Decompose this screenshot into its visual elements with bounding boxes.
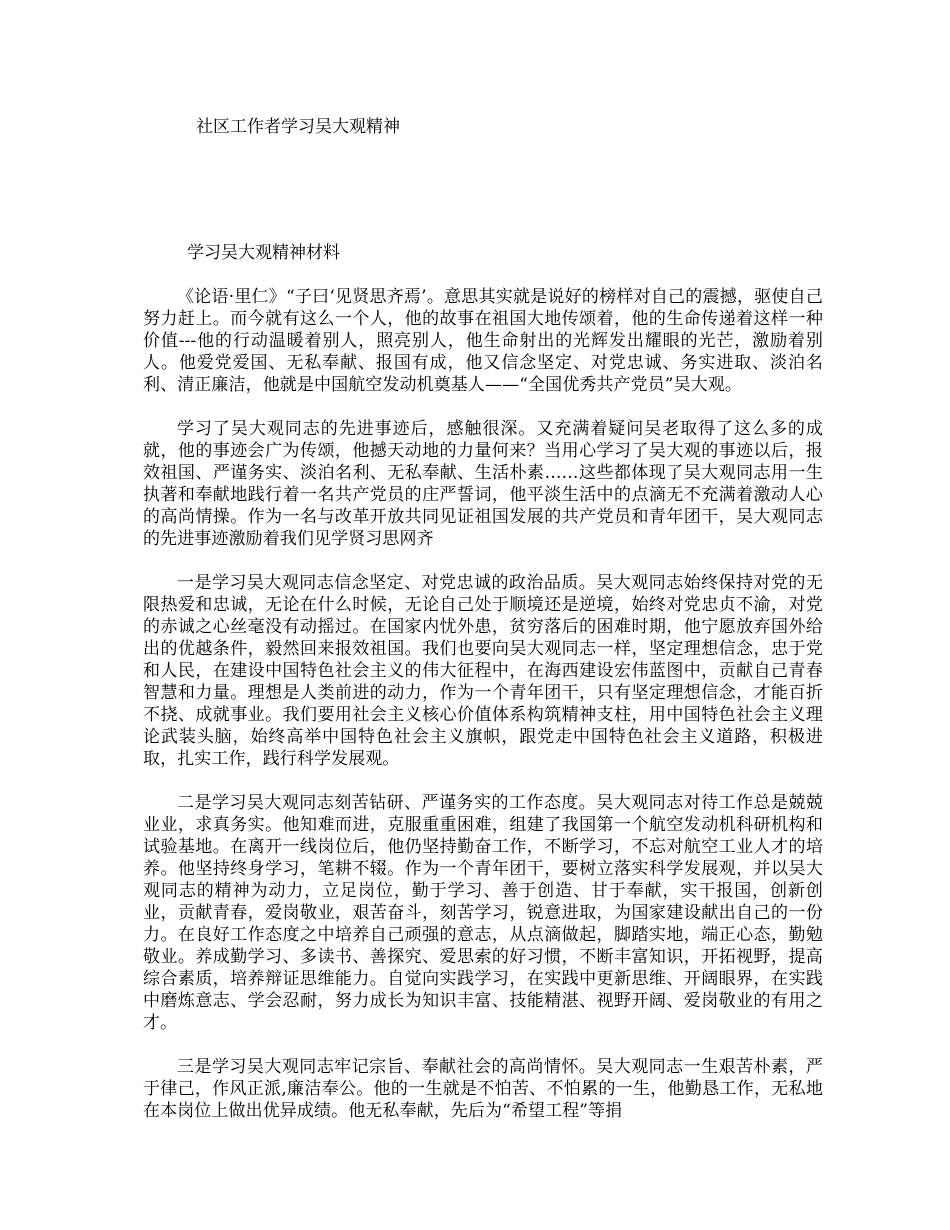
document-body: [143, 286, 823, 1144]
paragraph-point-two: 二是学习吴大观同志刻苦钻研、严谨务实的工作态度。吴大观同志对待工作总是兢兢业业，求真务实。他知难而进，克服重重困难，组建了我国第一个航空发动机科研机构和试验基地。在离开一线岗位后，他仍坚持勤奋工作，不断学习，不忘对航空工业人才的培养。他坚持终身学习，笔耕不辍。作为一个青年团干，要树立落实科学发展观，并以吴大观同志的精神为动力，立足岗位，勤于学习、善于创造、甘于奉献，实干报国，创新创业，贡献青春，爱岗敬业，艰苦奋斗，刻苦学习，锐意进取，为国家建设献出自己的一份力。在良好工作态度之中培养自己顽强的意志，从点滴做起，脚踏实地，端正心态，勤勉敬业。养成勤学习、多读书、善探究、爱思索的好习惯，不断丰富知识，开拓视野，提高综合素质，培养辩证思维能力。自觉向实践学习，在实践中更新思维、开阔眼界，在实践中磨炼意志、学会忍耐，努力成长为知识丰富、技能精湛、视野开阔、爱岗敬业的有用之才。: [143, 793, 823, 1033]
paragraph-intro: 《论语·里仁》“子曰‘见贤思齐焉’。意思其实就是说好的榜样对自己的震撼，驱使自己努力赶上。而今就有这么一个人，他的故事在祖国大地传颂着，他的生命传递着这样一种价值---他的行动温暖着别人，照亮别人，他生命射出的光辉发出耀眼的光芒，激励着别人。他爱党爱国、无私奉献、报国有成，他又信念坚定、对党忠诚、务实进取、淡泊名利、清正廉洁，他就是中国航空发动机奠基人——“全国优秀共产党员”吴大观。: [143, 287, 823, 395]
paragraph-point-three: 三是学习吴大观同志牢记宗旨、奉献社会的高尚情怀。吴大观同志一生艰苦朴素，严于律己，作风正派,廉洁奉公。他的一生就是不怕苦、不怕累的一生，他勤恳工作，无私地在本岗位上做出优异成绩。他无私奉献，先后为“希望工程”等捐: [143, 1057, 823, 1121]
paragraph-point-one: 一是学习吴大观同志信念坚定、对党忠诚的政治品质。吴大观同志始终保持对党的无限热爱和忠诚，无论在什么时候，无论自己处于顺境还是逆境，始终对党忠贞不渝，对党的赤诚之心丝毫没有动摇过。在国家内忧外患，贫穷落后的困难时期，他宁愿放弃国外给出的优越条件，毅然回来报效祖国。我们也要向吴大观同志一样，坚定理想信念，忠于党和人民，在建设中国特色社会主义的伟大征程中，在海西建设宏伟蓝图中，贡献自己青春智慧和力量。理想是人类前进的动力，作为一个青年团干，只有坚定理想信念，才能百折不挠、成就事业。我们要用社会主义核心价值体系构筑精神支柱，用中国特色社会主义理论武装头脑，始终高举中国特色社会主义旗帜，跟党走中国特色社会主义道路，积极进取，扎实工作，践行科学发展观。: [143, 573, 823, 769]
paragraph-reflection: 学习了吴大观同志的先进事迹后，感触很深。又充满着疑问吴老取得了这么多的成就，他的事迹会广为传颂，他撼天动地的力量何来？当用心学习了吴大观的事迹以后，报效祖国、严谨务实、淡泊名利、无私奉献、生活朴素……这些都体现了吴大观同志用一生执著和奉献地践行着一名共产党员的庄严誓词，他平淡生活中的点滴无不充满着激动人心的高尚情操。作为一名与改革开放共同见证祖国发展的共产党员和青年团干，吴大观同志的先进事迹激励着我们见学贤习思网齐: [143, 419, 823, 549]
document-subtitle: 学习吴大观精神材料: [187, 243, 340, 263]
document-title: 社区工作者学习吴大观精神: [196, 117, 400, 137]
